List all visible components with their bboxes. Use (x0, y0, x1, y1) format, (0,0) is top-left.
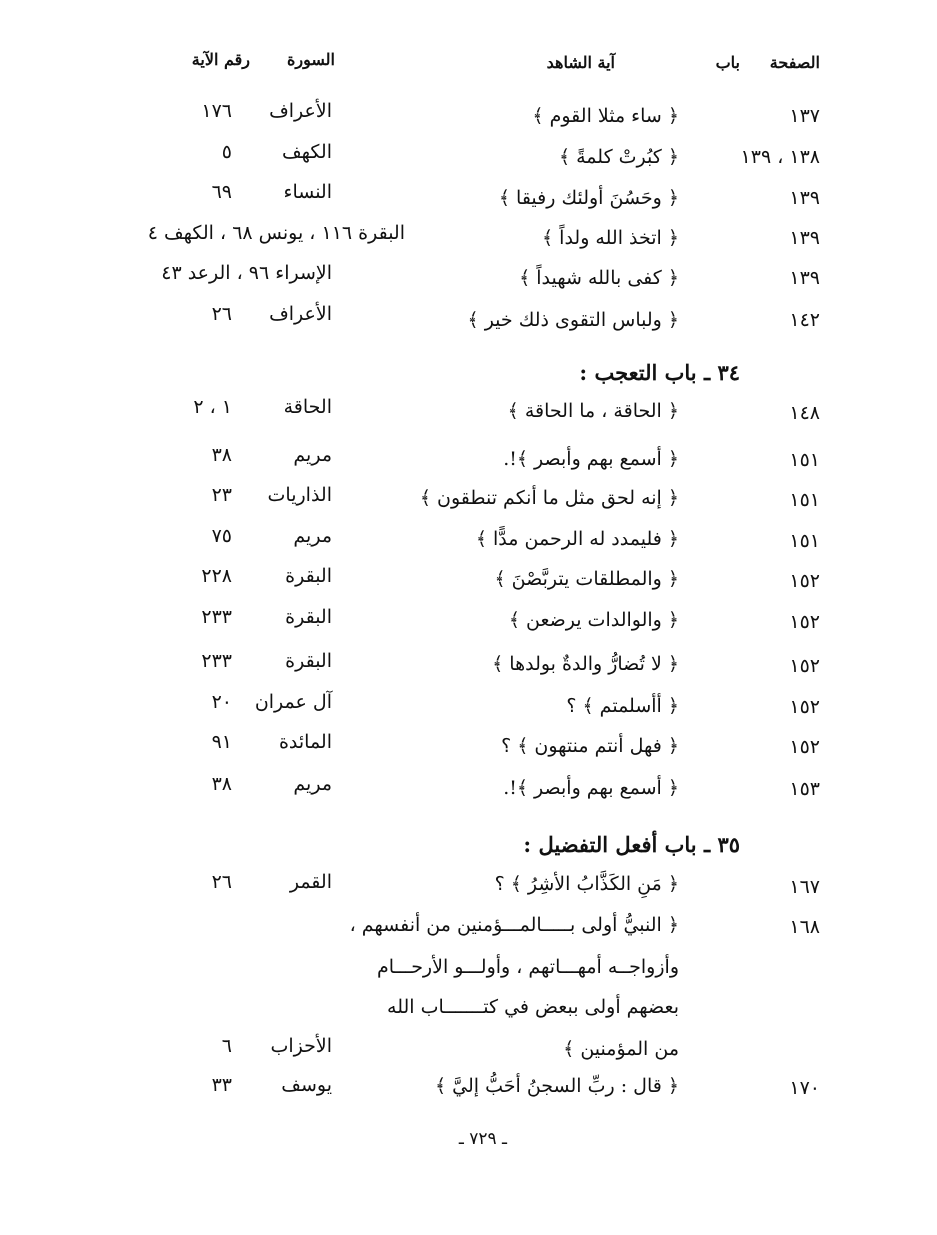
row-verse: ﴿ فليمدد له الرحمن مدًّا ﴾ (475, 528, 679, 550)
row-sura: آل عمران (254, 691, 332, 713)
row-sura: مريم (293, 525, 332, 547)
row-sura: النساء (283, 181, 332, 203)
row-verse: ﴿ والمطلقات يتربَّصْنَ ﴾ (494, 568, 679, 590)
row-ayah: ٣٨ (211, 444, 232, 466)
header-ayah: رقم الآية (191, 50, 250, 69)
header-verse: آية الشاهد (546, 53, 615, 72)
page-number: ـ ٧٢٩ ـ (458, 1129, 507, 1149)
row-ayah: ٦ (221, 1035, 232, 1057)
row-page: ١٧٠ (789, 1077, 820, 1099)
row-sura: المائدة (278, 731, 332, 753)
row-verse-line: ﴿ النبيُّ أولى بـــــالمـــؤمنين من أنفسهم ، (349, 914, 679, 936)
row-sura: يوسف (281, 1074, 332, 1096)
row-sura: البقرة (285, 606, 332, 628)
section-title: ٣٤ ـ باب التعجب : (579, 360, 740, 385)
row-page: ١٣٩ (789, 187, 820, 209)
row-page: ١٦٧ (789, 876, 820, 898)
row-verse: ﴿ أأسلمتم ﴾ ؟ (566, 695, 679, 717)
row-sura: الكهف (282, 141, 332, 163)
row-verse: ﴿ أسمع بهم وأبصر ﴾!. (503, 448, 679, 470)
row-page: ١٤٢ (789, 309, 820, 331)
row-ayah: ٢٦ (211, 871, 232, 893)
row-verse: ﴿ فهل أنتم منتهون ﴾ ؟ (501, 735, 679, 757)
row-page: ١٥٢ (789, 611, 820, 633)
row-verse: ﴿ إنه لحق مثل ما أنكم تنطقون ﴾ (419, 487, 679, 509)
row-ayah: ٣٨ (211, 773, 232, 795)
row-ayah: ١ ، ٢ (193, 396, 232, 418)
row-verse: ﴿ كبُرتْ كلمةً ﴾ (558, 146, 679, 168)
header-bab: باب (715, 53, 740, 72)
row-page: ١٥٢ (789, 696, 820, 718)
row-verse: ﴿ وحَسُنَ أولئك رفيقا ﴾ (498, 187, 679, 209)
row-ayah: ٢٣ (211, 484, 232, 506)
row-sura: القمر (289, 871, 332, 893)
row-sura: البقرة (285, 565, 332, 587)
row-sura: البقرة ١١٦ ، يونس ٦٨ ، الكهف ٤ (147, 222, 405, 244)
section-title: ٣٥ ـ باب أفعل التفضيل : (523, 832, 740, 857)
row-page: ١٥٢ (789, 570, 820, 592)
row-page: ١٥٢ (789, 736, 820, 758)
row-ayah: ٢٣٣ (201, 606, 232, 628)
row-page: ١٤٨ (789, 402, 820, 424)
row-verse-line: بعضهم أولى ببعض في كتـــــــاب الله (387, 996, 679, 1018)
row-page: ١٥٢ (789, 655, 820, 677)
row-ayah: ٥ (221, 141, 232, 163)
row-page: ١٥١ (789, 530, 820, 552)
row-verse-line: من المؤمنين ﴾ (563, 1038, 679, 1060)
row-sura: مريم (293, 444, 332, 466)
row-ayah: ١٧٦ (201, 100, 232, 122)
row-sura: الذاريات (267, 484, 332, 506)
row-verse: ﴿ كفى بالله شهيداً ﴾ (519, 267, 679, 289)
row-verse: ﴿ ولباس التقوى ذلك خير ﴾ (467, 309, 679, 331)
row-page: ١٦٨ (789, 916, 820, 938)
row-verse: ﴿ لا تُضارُّ والدةٌ بولدها ﴾ (492, 653, 679, 675)
row-page: ١٥١ (789, 489, 820, 511)
row-sura: الإسراء ٩٦ ، الرعد ٤٣ (161, 262, 332, 284)
row-ayah: ٩١ (211, 731, 232, 753)
row-ayah: ٢٦ (211, 303, 232, 325)
row-verse: ﴿ اتخذ الله ولداً ﴾ (542, 227, 679, 249)
row-ayah: ٦٩ (211, 181, 232, 203)
row-verse: ﴿ الحاقة ، ما الحاقة ﴾ (507, 400, 679, 422)
row-page: ١٣٧ (789, 105, 820, 127)
row-sura: الأعراف (269, 100, 332, 122)
row-ayah: ٢٠ (211, 691, 232, 713)
row-page: ١٣٩ (789, 267, 820, 289)
row-ayah: ٢٢٨ (201, 565, 232, 587)
row-page: ١٥١ (789, 449, 820, 471)
row-ayah: ٧٥ (211, 525, 232, 547)
row-sura: البقرة (285, 650, 332, 672)
row-ayah: ٢٣٣ (201, 650, 232, 672)
row-sura: الحاقة (283, 396, 332, 418)
row-verse: ﴿ قال : ربِّ السجنُ أحَبُّ إليَّ ﴾ (434, 1075, 679, 1097)
header-sura: السورة (287, 50, 335, 69)
row-page: ١٣٩ (789, 227, 820, 249)
row-ayah: ٣٣ (211, 1074, 232, 1096)
row-page: ١٥٣ (789, 778, 820, 800)
row-page: ١٣٨ ، ١٣٩ (740, 146, 820, 168)
row-verse-line: وأزواجــه أمهـــاتهم ، وأولـــو الأرحـــام (376, 956, 679, 978)
row-sura: مريم (293, 773, 332, 795)
header-page: الصفحة (769, 53, 820, 72)
row-verse: ﴿ أسمع بهم وأبصر ﴾!. (503, 777, 679, 799)
row-verse: ﴿ والوالدات يرضعن ﴾ (508, 609, 679, 631)
row-verse: ﴿ ساء مثلا القوم ﴾ (532, 105, 679, 127)
row-sura: الأحزاب (270, 1035, 332, 1057)
row-sura: الأعراف (269, 303, 332, 325)
row-verse: ﴿ مَنِ الكَذَّابُ الأشِرُ ﴾ ؟ (494, 873, 679, 895)
